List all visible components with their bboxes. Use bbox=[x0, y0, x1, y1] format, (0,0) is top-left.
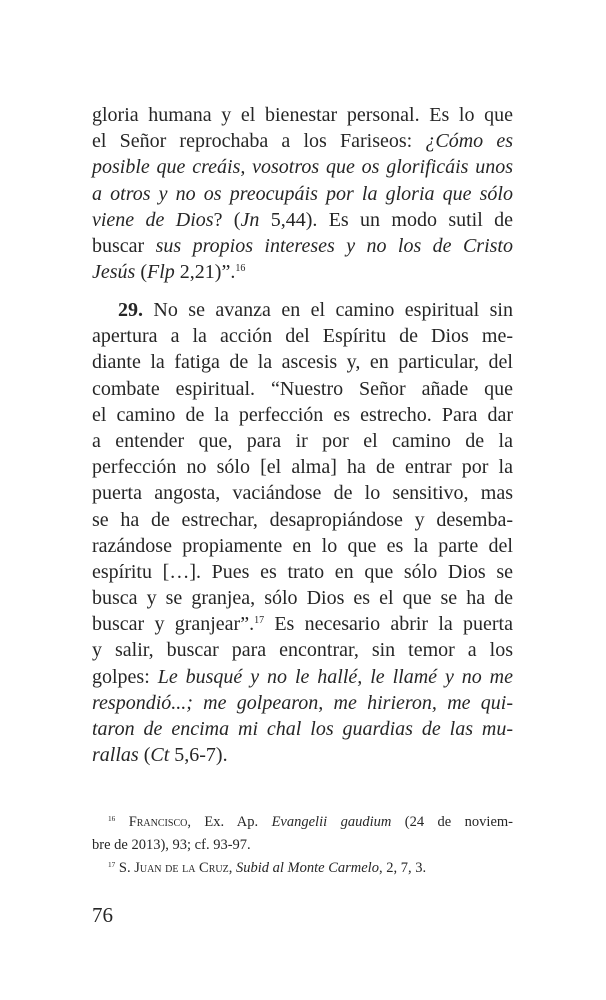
text-segment: puerta angosta, vaciándose de lo sensitivo, mas bbox=[92, 482, 513, 505]
text-segment: posible que creáis, vosotros que os glorificáis unos bbox=[92, 156, 513, 179]
text-line bbox=[92, 233, 513, 259]
text-line bbox=[92, 611, 513, 637]
page-number: 76 bbox=[92, 903, 113, 927]
footnote-ref: 17 bbox=[254, 615, 265, 627]
text-line bbox=[92, 207, 513, 233]
text-segment: perfección no sólo [el alma] ha de entrar por la bbox=[92, 456, 513, 479]
text-line bbox=[92, 154, 513, 180]
text-segment: busca y se granjea, sólo Dios es el que se ha de bbox=[92, 587, 513, 610]
text-line bbox=[92, 349, 513, 375]
text-line bbox=[92, 259, 513, 285]
footnote bbox=[92, 857, 513, 880]
text-segment: , Ex. Ap. bbox=[187, 814, 272, 830]
text-segment: el Señor reprochaba a los Fariseos: bbox=[92, 130, 426, 153]
paragraph-29 bbox=[92, 297, 513, 768]
text-line bbox=[92, 181, 513, 207]
text-line bbox=[92, 102, 513, 128]
text-segment: a otros y no os preocupáis por la gloria que sólo bbox=[92, 182, 513, 205]
footnotes bbox=[92, 811, 513, 880]
text-segment: respondió...; me golpearon, me hirieron, me qui- bbox=[92, 691, 513, 714]
text-line bbox=[92, 454, 513, 480]
text-segment: el camino de la perfección es estrecho. Para dar bbox=[92, 403, 513, 426]
text-line bbox=[92, 664, 513, 690]
text-segment: y salir, buscar para encontrar, sin temor a los bbox=[92, 639, 513, 662]
text-segment: sus propios intereses y no los de Cristo bbox=[155, 234, 513, 257]
text-segment: taron de encima mi chal los guardias de las mu- bbox=[92, 718, 513, 740]
text-segment: buscar bbox=[92, 234, 156, 257]
text-line bbox=[92, 128, 513, 154]
text-segment: Jn bbox=[240, 208, 260, 231]
text-segment: ( bbox=[138, 744, 151, 767]
text-segment: buscar y granjear”. bbox=[92, 613, 255, 636]
text-segment: Subid al Monte Carmelo bbox=[235, 860, 379, 876]
text-segment: 5,6-7). bbox=[169, 744, 228, 767]
text-segment: Es necesario abrir la puerta bbox=[264, 613, 513, 636]
text-segment: combate espiritual. “Nuestro Señor añade que bbox=[92, 377, 513, 400]
paragraph-number: 29. bbox=[118, 299, 143, 321]
text-segment: S. bbox=[115, 860, 135, 876]
text-line bbox=[92, 323, 513, 349]
text-line bbox=[92, 742, 513, 768]
text-segment: bre de 2013), 93; cf. 93-97. bbox=[92, 837, 251, 853]
text-segment: Flp bbox=[147, 261, 175, 284]
text-line bbox=[92, 637, 513, 663]
text-segment: Jesús bbox=[92, 261, 136, 284]
text-segment: Evangelii gaudium bbox=[271, 814, 392, 830]
text-segment: , bbox=[228, 860, 236, 876]
text-segment: ¿Cómo es bbox=[425, 130, 513, 153]
text-segment bbox=[115, 814, 128, 830]
text-segment: a entender que, para ir por el camino de la bbox=[92, 429, 513, 452]
text-segment: Le busqué y no le hallé, le llamé y no me bbox=[157, 665, 513, 688]
text-segment: 2,21)”. bbox=[174, 261, 236, 284]
text-segment: , 2, 7, 3. bbox=[378, 860, 427, 876]
text-segment: apertura a la acción del Espíritu de Dios me- bbox=[92, 325, 513, 348]
text-line bbox=[92, 834, 513, 857]
footnote bbox=[92, 811, 513, 857]
text-line bbox=[92, 480, 513, 506]
text-segment: ( bbox=[135, 261, 147, 284]
text-line bbox=[92, 507, 513, 533]
text-segment: razándose propiamente en lo que es la parte del bbox=[92, 534, 513, 557]
text-segment: se ha de estrechar, desapropiándose y desemba- bbox=[92, 508, 513, 531]
text-segment: Ct bbox=[150, 744, 170, 767]
text-line bbox=[92, 857, 513, 880]
text-line bbox=[92, 428, 513, 454]
text-line bbox=[92, 402, 513, 428]
text-segment: (24 de noviem- bbox=[391, 814, 514, 830]
text-line bbox=[92, 690, 513, 716]
text-line bbox=[92, 376, 513, 402]
text-segment: ? ( bbox=[213, 208, 241, 231]
paragraph-continuation bbox=[92, 102, 513, 285]
text-line bbox=[92, 559, 513, 585]
footnote-ref: 16 bbox=[235, 263, 246, 275]
text-segment: diante la fatiga de la ascesis y, en particular, del bbox=[92, 351, 513, 374]
text-line bbox=[92, 533, 513, 559]
text-segment: gloria humana y el bienestar personal. Es lo que bbox=[92, 104, 513, 126]
text-segment: viene de Dios bbox=[92, 208, 214, 231]
text-segment: 5,44). Es un modo sutil de bbox=[259, 208, 513, 231]
text-segment: Francisco bbox=[128, 814, 188, 830]
footnote-ref: 17 bbox=[108, 860, 116, 869]
text-segment: espíritu […]. Pues es trato en que sólo Dios se bbox=[92, 560, 513, 583]
text-segment: No se avanza en el camino espiritual sin bbox=[143, 299, 513, 321]
text-line bbox=[92, 811, 513, 834]
text-segment: golpes: bbox=[92, 665, 158, 688]
text-segment: Juan de la Cruz bbox=[134, 860, 229, 876]
text-segment: rallas bbox=[92, 744, 139, 767]
footnote-ref: 16 bbox=[108, 814, 116, 823]
text-line bbox=[92, 297, 513, 323]
text-line bbox=[92, 585, 513, 611]
text-line bbox=[92, 716, 513, 742]
